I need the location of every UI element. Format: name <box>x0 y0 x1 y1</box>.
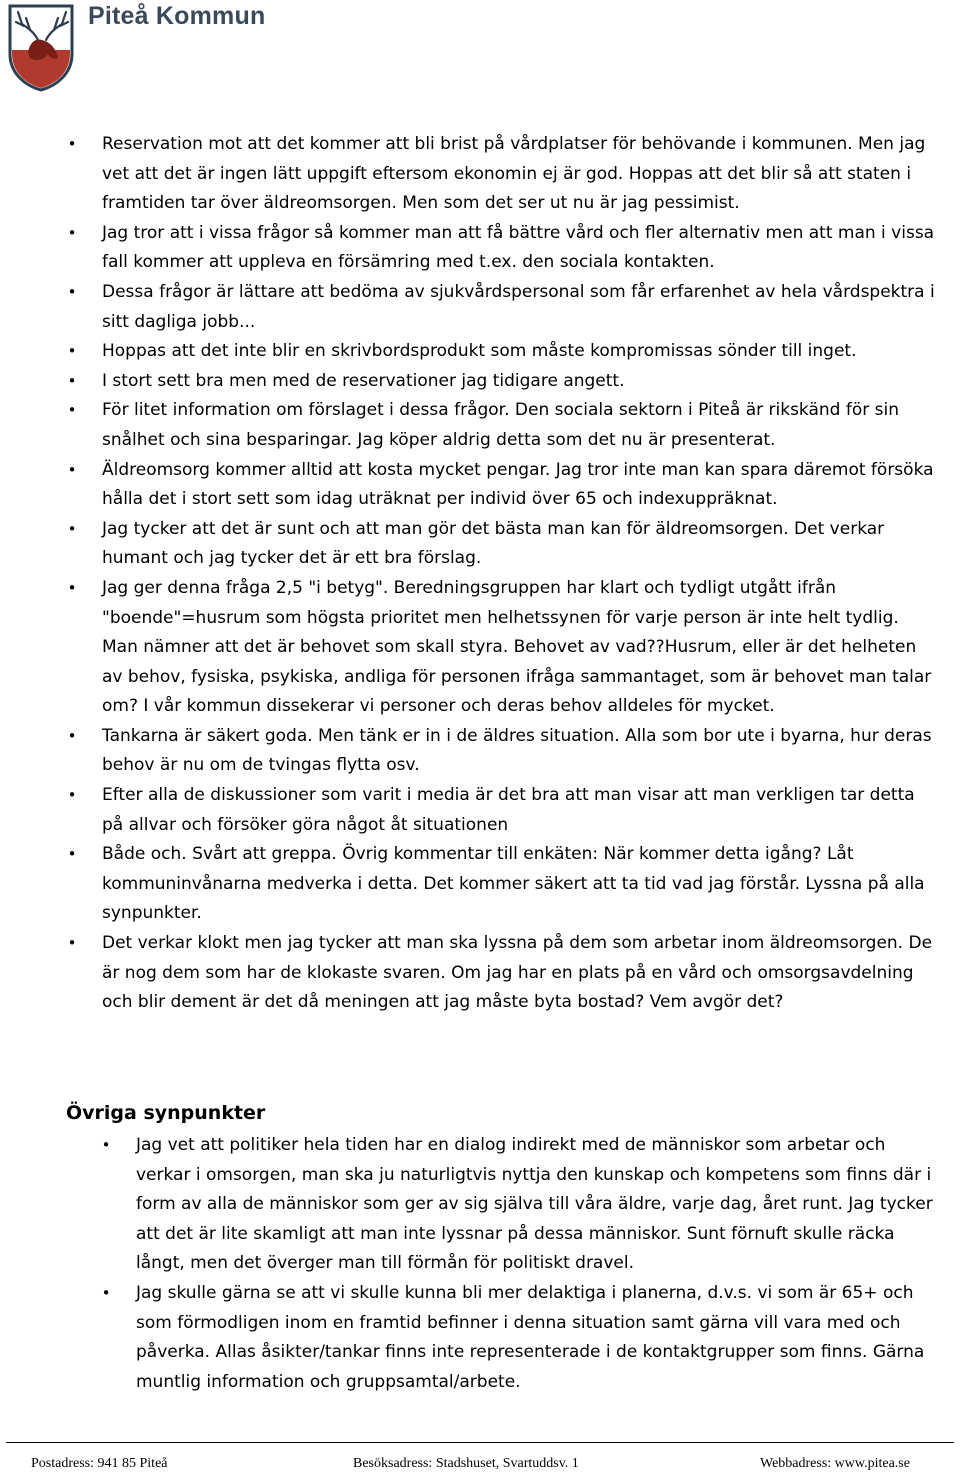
footer-divider <box>6 1442 954 1443</box>
reindeer-coat-of-arms-icon <box>6 2 76 92</box>
org-name: Piteå Kommun <box>88 2 266 30</box>
list-item: • Äldreomsorg kommer alltid att kosta mycket pengar. Jag tror inte man kan spara däremot försöka hålla det i stort sett som idag uträknat per individ över 65 och indexuppräknat. <box>66 456 936 515</box>
list-item: • Efter alla de diskussioner som varit i media är det bra att man visar att man verkligen tar detta på allvar och försöker göra något åt situationen <box>66 781 936 840</box>
list-item: • Det verkar klokt men jag tycker att man ska lyssna på dem som arbetar inom äldreomsorgen. De är nog dem som har de klokaste svaren. Om jag har en plats på en vård och omsorgsavdelning och blir dement är det då meningen att jag måste byta bostad? Vem avgör det? <box>66 929 936 1018</box>
bullet-icon: • <box>67 371 77 390</box>
bullet-icon: • <box>67 578 77 597</box>
list-item: • Jag vet att politiker hela tiden har en dialog indirekt med de människor som arbetar och verkar i omsorgen, man ska ju naturligtvis nyttja den kunskap och kompetens som finns där i form av alla de människor som ger av sig själva till våra äldre, varje dag, året runt. Jag tycker att det är lite skamligt att man inte lyssnar på dessa människor. Sunt förnuft skulle räcka långt, men det överger man till förmån för politiskt dravel. <box>100 1131 936 1279</box>
bullet-icon: • <box>101 1283 111 1302</box>
list-item: • Jag tycker att det är sunt och att man gör det bästa man kan för äldreomsorgen. Det verkar humant och jag tycker det är ett bra förslag. <box>66 515 936 574</box>
other-comments-list <box>100 1131 936 1397</box>
list-item: • Jag ger denna fråga 2,5 "i betyg". Beredningsgruppen har klart och tydligt utgått ifrån "boende"=husrum som högsta prioritet men helhetssynen för varje person är inte helt tydlig. Man nämner att det är behovet som skall styra. Behovet av vad??Husrum, eller är det helheten av behov, fysiska, psykiska, andliga för personen ifråga sammantaget, som är behovet man talar om? I vår kommun dissekerar vi personer och deras behov alldeles för mycket. <box>66 574 936 722</box>
list-item: • Tankarna är säkert goda. Men tänk er in i de äldres situation. Alla som bor ute i byarna, hur deras behov är nu om de tvingas flytta osv. <box>66 722 936 781</box>
page-header <box>0 0 960 100</box>
list-item: • För litet information om förslaget i dessa frågor. Den sociala sektorn i Piteå är rikskänd för sin snålhet och sina besparingar. Jag köper aldrig detta som det nu är presenterat. <box>66 396 936 455</box>
list-item: • I stort sett bra men med de reservationer jag tidigare angett. <box>66 367 936 397</box>
list-item: • Jag tror att i vissa frågor så kommer man att få bättre vård och fler alternativ men att man i vissa fall kommer att uppleva en försämring med t.ex. den sociala kontakten. <box>66 219 936 278</box>
footer-postal-address: Postadress: 941 85 Piteå <box>31 1456 168 1471</box>
comments-list <box>66 130 936 1018</box>
footer-visit-address: Besöksadress: Stadshuset, Svartuddsv. 1 <box>353 1456 579 1471</box>
bullet-icon: • <box>67 460 77 479</box>
bullet-icon: • <box>67 342 77 361</box>
list-item: • Jag skulle gärna se att vi skulle kunna bli mer delaktiga i planerna, d.v.s. vi som är 65+ och som förmodligen inom en framtid befinner i denna situation samt gärna vill vara med och påverka. Allas åsikter/tankar finns inte representerade i de kontaktgrupper som finns. Gärna muntlig information och gruppsamtal/arbete. <box>100 1279 936 1397</box>
bullet-icon: • <box>67 135 77 153</box>
list-item: • Dessa frågor är lättare att bedöma av sjukvårdspersonal som får erfarenhet av hela vårdspektra i sitt dagliga jobb... <box>66 278 936 337</box>
section-heading: Övriga synpunkter <box>66 1102 266 1124</box>
bullet-icon: • <box>67 786 77 805</box>
bullet-icon: • <box>67 934 77 953</box>
bullet-icon: • <box>67 401 77 420</box>
bullet-icon: • <box>67 519 77 538</box>
bullet-icon: • <box>67 726 77 745</box>
bullet-icon: • <box>67 845 77 864</box>
bullet-icon: • <box>101 1136 111 1154</box>
bullet-icon: • <box>67 223 77 242</box>
footer-web-address: Webbadress: www.pitea.se <box>760 1456 910 1471</box>
list-item: • Både och. Svårt att greppa. Övrig kommentar till enkäten: När kommer detta igång? Låt kommuninvånarna medverka i detta. Det kommer säkert att ta tid vad jag förstår. Lyssna på alla synpunkter. <box>66 840 936 929</box>
list-item: • Reservation mot att det kommer att bli brist på vårdplatser för behövande i kommunen. Men jag vet att det är ingen lätt uppgift eftersom ekonomin ej är god. Hoppas att det blir så att staten i framtiden tar över äldreomsorgen. Men som det ser ut nu är jag pessimist. <box>66 130 936 219</box>
bullet-icon: • <box>67 282 77 301</box>
list-item: • Hoppas att det inte blir en skrivbordsprodukt som måste kompromissas sönder till inget. <box>66 337 936 367</box>
